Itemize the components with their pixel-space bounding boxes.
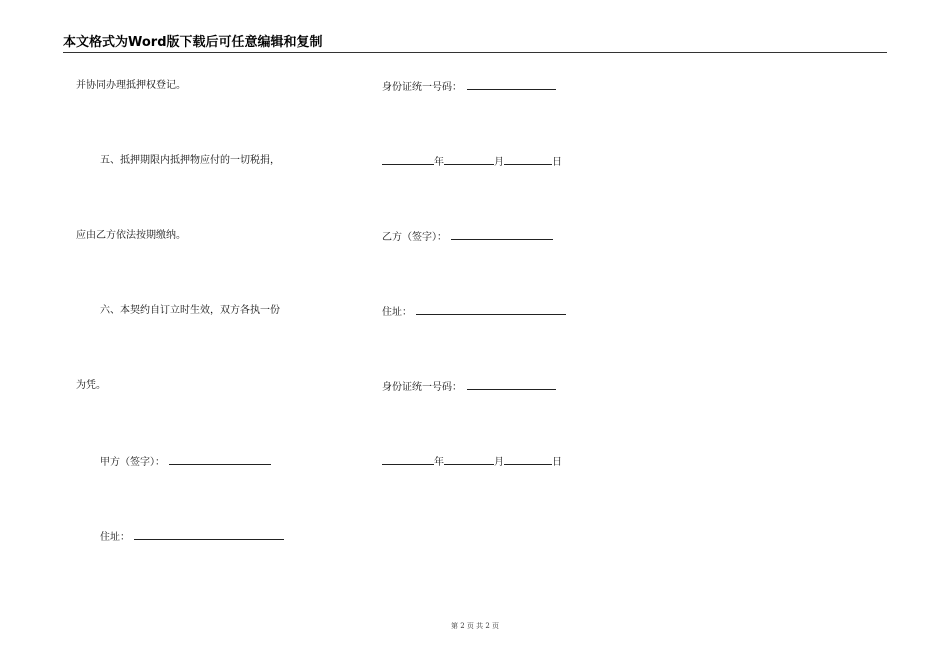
year-blank-1 bbox=[382, 155, 434, 165]
month-blank-1 bbox=[444, 155, 494, 165]
year-label-1: 年 bbox=[434, 157, 444, 168]
party-b-address-row bbox=[382, 305, 566, 319]
day-blank-2 bbox=[504, 455, 552, 465]
date-row-2 bbox=[382, 455, 562, 469]
body-line-2: 五、抵押期限内抵押物应付的一切税捐， bbox=[100, 155, 280, 166]
header-divider bbox=[63, 52, 887, 53]
document-header-title: 本文格式为Word版下载后可任意编辑和复制 bbox=[63, 35, 323, 50]
party-b-signature-blank bbox=[451, 230, 553, 240]
id-number-label-1: 身份证统一号码： bbox=[382, 82, 462, 93]
id-number-blank-2 bbox=[467, 380, 556, 390]
party-a-signature-blank bbox=[169, 455, 271, 465]
id-number-row-2 bbox=[382, 380, 556, 394]
party-a-address-label: 住址： bbox=[100, 532, 130, 543]
year-label-2: 年 bbox=[434, 457, 444, 468]
day-label-1: 日 bbox=[552, 157, 562, 168]
party-a-signature-row bbox=[100, 455, 271, 469]
party-b-address-blank bbox=[416, 305, 566, 315]
party-a-address-blank bbox=[134, 530, 284, 540]
date-row-1 bbox=[382, 155, 562, 169]
day-label-2: 日 bbox=[552, 457, 562, 468]
party-b-address-label: 住址： bbox=[382, 307, 412, 318]
month-label-1: 月 bbox=[494, 157, 504, 168]
party-a-label: 甲方（签字）： bbox=[100, 457, 165, 468]
page-indicator: 第 2 页 共 2 页 bbox=[450, 622, 500, 630]
id-number-row-1 bbox=[382, 80, 556, 94]
month-label-2: 月 bbox=[494, 457, 504, 468]
party-b-signature-row bbox=[382, 230, 553, 244]
party-a-address-row bbox=[100, 530, 284, 544]
month-blank-2 bbox=[444, 455, 494, 465]
body-line-1: 并协同办理抵押权登记。 bbox=[76, 80, 186, 91]
id-number-blank-1 bbox=[467, 80, 556, 90]
year-blank-2 bbox=[382, 455, 434, 465]
id-number-label-2: 身份证统一号码： bbox=[382, 382, 462, 393]
party-b-label: 乙方（签字）： bbox=[382, 232, 447, 243]
body-line-4: 六、本契约自订立时生效，双方各执一份 bbox=[100, 305, 280, 316]
body-line-5: 为凭。 bbox=[76, 380, 106, 391]
day-blank-1 bbox=[504, 155, 552, 165]
body-line-3: 应由乙方依法按期缴纳。 bbox=[76, 230, 186, 241]
